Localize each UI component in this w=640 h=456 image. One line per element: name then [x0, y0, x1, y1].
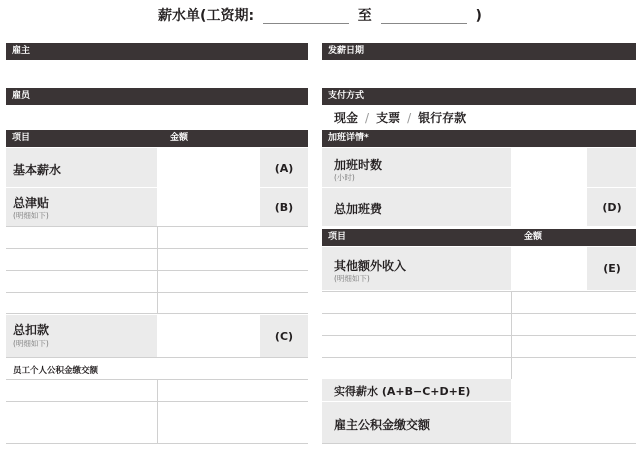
- ot-hours-value[interactable]: [511, 148, 587, 187]
- other-income-label: 其他额外收入: [334, 259, 407, 273]
- allowance-amount[interactable]: [157, 188, 260, 226]
- ot-hours-unit: (小时): [334, 173, 355, 182]
- allowance-label: 总津贴: [13, 196, 50, 210]
- row-divider: [322, 443, 636, 444]
- basic-salary-amount[interactable]: [157, 148, 260, 187]
- row-divider: [322, 335, 636, 336]
- row-divider: [6, 443, 308, 444]
- employer-mpf-amount[interactable]: [511, 402, 636, 444]
- tag-d: (D): [602, 201, 622, 214]
- title-mid: 至: [357, 8, 372, 24]
- right-amount-header: 金额: [524, 232, 543, 242]
- left-amount-header: 金额: [170, 133, 189, 143]
- other-income-note: (明细如下): [334, 274, 370, 283]
- allowance-note: (明细如下): [13, 211, 49, 220]
- payment-option-bank[interactable]: 银行存款: [418, 111, 467, 125]
- title-suffix: ): [475, 8, 482, 24]
- employee-header: 雇员: [6, 88, 308, 105]
- ot-pay-amount[interactable]: [511, 188, 587, 226]
- tag-e: (E): [603, 262, 621, 275]
- deductions-amount[interactable]: [157, 315, 260, 357]
- period-start-field[interactable]: [263, 9, 349, 24]
- left-item-header: 项目: [12, 133, 31, 143]
- employer-header: 雇主: [6, 43, 308, 60]
- period-end-field[interactable]: [381, 9, 467, 24]
- payment-option-cash[interactable]: 现金: [334, 111, 359, 125]
- ot-pay-label: 总加班费: [334, 202, 383, 216]
- right-item-header: 项目: [328, 232, 347, 242]
- net-salary-label: 实得薪水 (A+B−C+D+E): [334, 385, 471, 398]
- column-divider: [157, 226, 158, 314]
- row-divider: [6, 357, 308, 358]
- basic-salary-label: 基本薪水: [13, 163, 62, 177]
- page-title: [0, 6, 640, 26]
- right-table-header: [322, 229, 636, 246]
- ot-hours-label: 加班时数: [334, 158, 383, 172]
- payment-options: 现金 / 支票 / 银行存款: [334, 111, 467, 125]
- tag-a: (A): [274, 162, 294, 175]
- net-salary-amount[interactable]: [511, 379, 636, 401]
- row-divider: [322, 291, 636, 292]
- ot-hours-tag-cell: [587, 148, 636, 187]
- payment-option-cheque[interactable]: 支票: [376, 111, 401, 125]
- pay-date-header: 发薪日期: [322, 43, 636, 60]
- row-divider: [322, 357, 636, 358]
- title-prefix: 薪水单(工资期:: [158, 8, 255, 24]
- column-divider: [157, 379, 158, 443]
- deductions-note: (明细如下): [13, 339, 49, 348]
- employer-mpf-label: 雇主公积金缴交额: [334, 418, 431, 432]
- employee-mpf-label: 员工个人公积金缴交额: [13, 366, 99, 376]
- left-table-header: [6, 130, 308, 147]
- other-income-amount[interactable]: [511, 247, 587, 290]
- overtime-header: 加班详情*: [322, 130, 636, 147]
- payment-method-header: 支付方式: [322, 88, 636, 105]
- column-divider: [511, 291, 512, 379]
- deductions-label: 总扣款: [13, 323, 50, 337]
- row-divider: [322, 313, 636, 314]
- tag-b: (B): [274, 201, 294, 214]
- tag-c: (C): [274, 330, 294, 343]
